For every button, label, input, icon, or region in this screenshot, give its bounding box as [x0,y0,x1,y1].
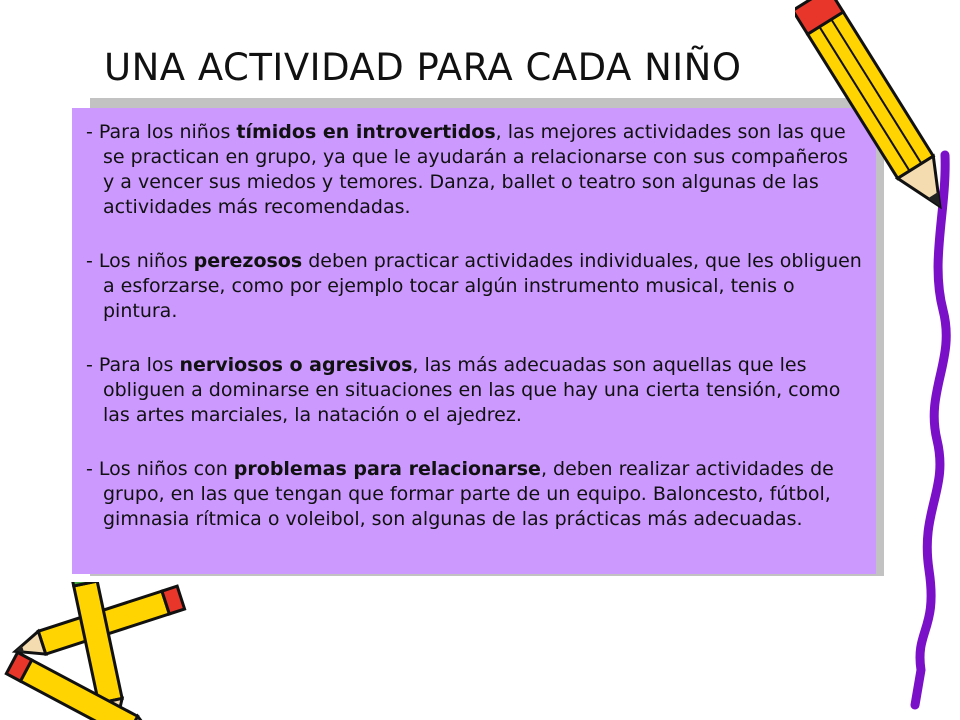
paragraph-relacionarse [86,457,862,532]
paragraph-perezosos [86,249,862,324]
paragraph-highlight: perezosos [193,250,303,272]
paragraph-timidos [86,120,862,220]
pencil-illustration [795,0,960,240]
paragraph-prefix: - Los niños con [86,458,234,480]
paragraph-prefix: - Para los [86,354,180,376]
content-panel [72,108,876,574]
paragraph-body: , las más adecuadas son aquellas que les obliguen a dominarse en situaciones en las que hay una cierta tensión, como las artes marciales, la natación o el ajedrez. [103,354,841,426]
slide-title: UNA ACTIVIDAD PARA CADA NIÑO [104,46,742,89]
paragraph-body: , deben realizar actividades de grupo, en las que tengan que formar parte de un equipo. Baloncesto, fútbol, gimnasia rítmica o voleibol, son algunas de las prácticas más adecuadas. [103,458,834,530]
paragraph-body: , las mejores actividades son las que se practican en grupo, ya que le ayudarán a relacionarse con sus compañeros y a vencer sus miedos y temores. Danza, ballet o teatro son algunas de las actividades más recomendadas. [103,121,848,218]
paragraph-highlight: nerviosos o agresivos [179,354,413,376]
paragraph-highlight: problemas para relacionarse [233,458,541,480]
paragraph-body: deben practicar actividades individuales, que les obliguen a esforzarse, como por ejemplo tocar algún instrumento musical, tenis o pintura. [103,250,862,322]
paragraph-highlight: tímidos en introvertidos [236,121,496,143]
paragraph-prefix: - Para los niños [86,121,237,143]
crossed-pencils-illustration [0,582,200,720]
paragraph-nerviosos [86,353,862,428]
paragraph-prefix: - Los niños [86,250,194,272]
